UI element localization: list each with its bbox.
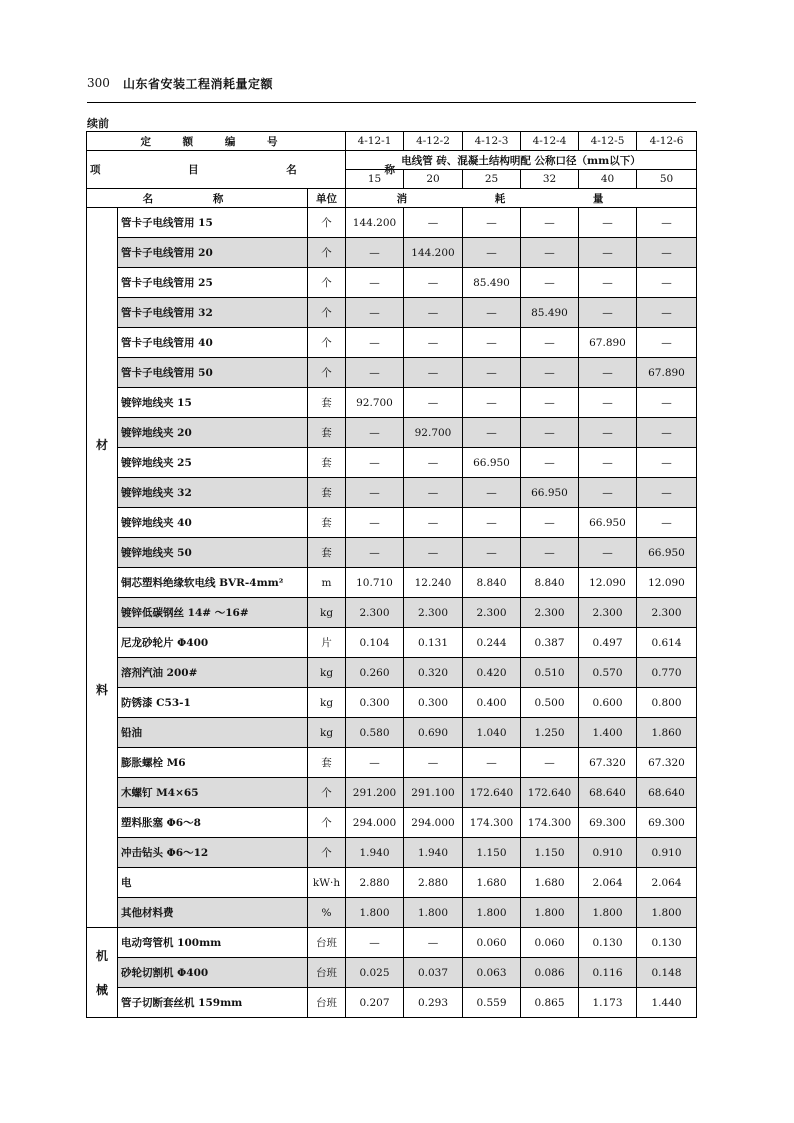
item-name: 管卡子电线管用 25 (118, 268, 308, 298)
value-cell: 1.150 (463, 838, 521, 868)
value-cell: — (579, 388, 637, 418)
value-cell: — (637, 238, 697, 268)
item-name: 镀锌地线夹 20 (118, 418, 308, 448)
item-name: 管卡子电线管用 15 (118, 208, 308, 238)
spec-row (87, 151, 697, 170)
value-cell: 294.000 (346, 808, 404, 838)
value-cell: 69.300 (637, 808, 697, 838)
value-cell: — (637, 268, 697, 298)
code-cell: 4-12-2 (404, 132, 463, 151)
value-cell: — (346, 928, 404, 958)
value-cell: 0.559 (463, 988, 521, 1018)
table-row (87, 958, 697, 988)
item-name: 镀锌地线夹 50 (118, 538, 308, 568)
value-cell: 66.950 (521, 478, 579, 508)
value-cell: — (637, 478, 697, 508)
item-unit: 个 (308, 298, 346, 328)
value-cell: — (404, 478, 463, 508)
value-cell: — (463, 508, 521, 538)
book-title: 山东省安装工程消耗量定额 (123, 77, 274, 91)
table-row (87, 688, 697, 718)
item-unit: 套 (308, 748, 346, 778)
value-cell: 92.700 (346, 388, 404, 418)
value-cell: 0.244 (463, 628, 521, 658)
item-name: 镀锌地线夹 40 (118, 508, 308, 538)
value-cell: — (463, 478, 521, 508)
item-unit: 个 (308, 778, 346, 808)
value-cell: 172.640 (521, 778, 579, 808)
value-cell: 0.420 (463, 658, 521, 688)
item-name: 木螺钉 M4×65 (118, 778, 308, 808)
diameter-cell: 40 (579, 170, 637, 189)
value-cell: — (404, 268, 463, 298)
category-char: 械 (95, 982, 108, 997)
value-cell: — (346, 328, 404, 358)
value-cell: 66.950 (463, 448, 521, 478)
value-cell: 2.300 (463, 598, 521, 628)
value-cell: 0.025 (346, 958, 404, 988)
value-cell: — (637, 418, 697, 448)
value-cell: 0.600 (579, 688, 637, 718)
page-header (87, 74, 696, 103)
value-cell: — (521, 238, 579, 268)
item-unit: 个 (308, 268, 346, 298)
item-name: 电 (118, 868, 308, 898)
item-unit: kg (308, 658, 346, 688)
value-cell: 68.640 (579, 778, 637, 808)
category-char: 料 (95, 683, 108, 697)
value-cell: — (346, 268, 404, 298)
table-row (87, 268, 697, 298)
item-unit: 套 (308, 478, 346, 508)
value-cell: 1.150 (521, 838, 579, 868)
table-row (87, 478, 697, 508)
item-unit: 套 (308, 418, 346, 448)
column-header-row (87, 189, 697, 208)
value-cell: — (463, 208, 521, 238)
name-label: 名 称 (142, 192, 252, 205)
value-cell: — (521, 448, 579, 478)
value-cell: 0.037 (404, 958, 463, 988)
value-cell: — (637, 388, 697, 418)
value-cell: — (463, 388, 521, 418)
value-cell: — (521, 508, 579, 538)
item-name: 冲击钻头 Φ6～12 (118, 838, 308, 868)
value-cell: 2.300 (637, 598, 697, 628)
value-cell: — (521, 208, 579, 238)
value-cell: 1.800 (463, 898, 521, 928)
value-cell: — (579, 358, 637, 388)
value-cell: 0.060 (521, 928, 579, 958)
item-name: 膨胀螺栓 M6 (118, 748, 308, 778)
value-cell: 0.910 (579, 838, 637, 868)
value-cell: — (521, 418, 579, 448)
consumption-table (86, 131, 697, 1018)
value-cell: 1.940 (346, 838, 404, 868)
code-cell: 4-12-4 (521, 132, 579, 151)
item-unit: 个 (308, 328, 346, 358)
value-cell: — (637, 448, 697, 478)
table-row (87, 298, 697, 328)
category-cell (87, 928, 118, 1018)
value-cell: — (346, 298, 404, 328)
table-row (87, 898, 697, 928)
value-cell: — (637, 508, 697, 538)
value-cell: 0.300 (346, 688, 404, 718)
table-row (87, 718, 697, 748)
value-cell: 8.840 (463, 568, 521, 598)
value-cell: — (346, 508, 404, 538)
value-cell: — (404, 508, 463, 538)
table-row (87, 358, 697, 388)
item-unit: 套 (308, 508, 346, 538)
value-cell: — (346, 358, 404, 388)
value-cell: 0.207 (346, 988, 404, 1018)
table-row (87, 868, 697, 898)
value-cell: 67.890 (579, 328, 637, 358)
value-cell: — (579, 478, 637, 508)
table-row (87, 778, 697, 808)
item-name: 溶剂汽油 200# (118, 658, 308, 688)
value-cell: 67.320 (579, 748, 637, 778)
table-row (87, 508, 697, 538)
table-row (87, 418, 697, 448)
table-row (87, 568, 697, 598)
diameter-cell: 50 (637, 170, 697, 189)
continued-label: 续前 (87, 117, 109, 130)
code-cell: 4-12-5 (579, 132, 637, 151)
value-cell: 0.580 (346, 718, 404, 748)
diameter-cell: 15 (346, 170, 404, 189)
item-name: 管卡子电线管用 32 (118, 298, 308, 328)
value-cell: 1.800 (404, 898, 463, 928)
value-cell: 174.300 (521, 808, 579, 838)
value-cell: 92.700 (404, 418, 463, 448)
value-cell: — (521, 328, 579, 358)
item-unit: 套 (308, 448, 346, 478)
item-name: 电动弯管机 100mm (118, 928, 308, 958)
value-cell: 2.300 (346, 598, 404, 628)
item-unit: 台班 (308, 958, 346, 988)
item-unit: kg (308, 598, 346, 628)
value-cell: — (463, 748, 521, 778)
value-cell: — (404, 748, 463, 778)
value-cell: 0.148 (637, 958, 697, 988)
value-cell: 0.690 (404, 718, 463, 748)
value-cell: 67.890 (637, 358, 697, 388)
value-cell: 10.710 (346, 568, 404, 598)
item-name: 塑料胀塞 Φ6～8 (118, 808, 308, 838)
value-cell: — (637, 298, 697, 328)
value-cell: — (463, 418, 521, 448)
table-row (87, 328, 697, 358)
value-cell: 1.250 (521, 718, 579, 748)
code-cell: 4-12-6 (637, 132, 697, 151)
value-cell: 67.320 (637, 748, 697, 778)
diameter-cell: 25 (463, 170, 521, 189)
value-cell: — (346, 478, 404, 508)
item-unit: 个 (308, 208, 346, 238)
item-unit: kg (308, 688, 346, 718)
value-cell: — (521, 358, 579, 388)
value-cell: 66.950 (579, 508, 637, 538)
item-name: 镀锌地线夹 32 (118, 478, 308, 508)
table-row (87, 748, 697, 778)
value-cell: — (346, 238, 404, 268)
item-unit: 台班 (308, 928, 346, 958)
value-cell: 0.320 (404, 658, 463, 688)
value-cell: 0.800 (637, 688, 697, 718)
value-cell: 12.090 (579, 568, 637, 598)
value-cell: 0.104 (346, 628, 404, 658)
value-cell: 0.570 (579, 658, 637, 688)
table-row (87, 658, 697, 688)
category-char: 材 (95, 438, 108, 452)
value-cell: 294.000 (404, 808, 463, 838)
value-cell: 144.200 (346, 208, 404, 238)
value-cell: — (521, 268, 579, 298)
value-cell: — (521, 538, 579, 568)
value-cell: — (404, 358, 463, 388)
value-cell: — (404, 448, 463, 478)
category-char: 机 (95, 948, 108, 963)
item-name: 镀锌地线夹 25 (118, 448, 308, 478)
item-name: 铅油 (118, 718, 308, 748)
value-cell: — (404, 538, 463, 568)
value-cell: 1.680 (463, 868, 521, 898)
value-cell: 85.490 (521, 298, 579, 328)
item-unit: 台班 (308, 988, 346, 1018)
item-unit: 套 (308, 388, 346, 418)
value-cell: 291.200 (346, 778, 404, 808)
item-unit: 套 (308, 538, 346, 568)
value-cell: — (637, 328, 697, 358)
value-cell: 0.614 (637, 628, 697, 658)
value-cell: 2.300 (404, 598, 463, 628)
diameter-cell: 20 (404, 170, 463, 189)
item-unit: 片 (308, 628, 346, 658)
value-cell: 0.260 (346, 658, 404, 688)
item-name: 管子切断套丝机 159mm (118, 988, 308, 1018)
value-cell: 2.880 (404, 868, 463, 898)
value-cell: 0.300 (404, 688, 463, 718)
value-cell: 1.400 (579, 718, 637, 748)
code-label: 定 额 编 号 (140, 135, 292, 148)
item-unit: kg (308, 718, 346, 748)
consumption-label-cell (346, 189, 697, 208)
table-row (87, 538, 697, 568)
value-cell: — (637, 208, 697, 238)
project-label: 项 目 名 称 (90, 164, 437, 176)
value-cell: 1.440 (637, 988, 697, 1018)
value-cell: — (579, 298, 637, 328)
name-label-cell (87, 189, 308, 208)
value-cell: 85.490 (463, 268, 521, 298)
value-cell: 0.770 (637, 658, 697, 688)
value-cell: — (521, 748, 579, 778)
table-row (87, 988, 697, 1018)
value-cell: 2.880 (346, 868, 404, 898)
value-cell: 1.173 (579, 988, 637, 1018)
code-cell: 4-12-1 (346, 132, 404, 151)
value-cell: — (404, 208, 463, 238)
code-label-cell (87, 132, 346, 151)
item-unit: 个 (308, 808, 346, 838)
value-cell: 12.240 (404, 568, 463, 598)
value-cell: 0.130 (637, 928, 697, 958)
value-cell: — (521, 388, 579, 418)
value-cell: 172.640 (463, 778, 521, 808)
value-cell: 174.300 (463, 808, 521, 838)
table-row (87, 238, 697, 268)
item-unit: 个 (308, 838, 346, 868)
value-cell: 0.387 (521, 628, 579, 658)
value-cell: — (579, 448, 637, 478)
table-row (87, 838, 697, 868)
value-cell: 69.300 (579, 808, 637, 838)
item-name: 砂轮切割机 Φ400 (118, 958, 308, 988)
value-cell: — (346, 748, 404, 778)
value-cell: 144.200 (404, 238, 463, 268)
diameter-cell: 32 (521, 170, 579, 189)
value-cell: — (346, 418, 404, 448)
value-cell: 0.400 (463, 688, 521, 718)
item-name: 镀锌地线夹 15 (118, 388, 308, 418)
item-name: 尼龙砂轮片 Φ400 (118, 628, 308, 658)
value-cell: 2.300 (579, 598, 637, 628)
value-cell: 2.300 (521, 598, 579, 628)
value-cell: 0.060 (463, 928, 521, 958)
value-cell: 0.293 (404, 988, 463, 1018)
item-name: 防锈漆 C53-1 (118, 688, 308, 718)
item-unit: m (308, 568, 346, 598)
table-row (87, 388, 697, 418)
value-cell: — (463, 358, 521, 388)
value-cell: 66.950 (637, 538, 697, 568)
table-body (87, 208, 697, 1018)
table-row (87, 448, 697, 478)
spec-title: 电线管 砖、混凝土结构明配 公称口径（mm以下） (346, 151, 697, 170)
value-cell: 1.680 (521, 868, 579, 898)
item-name: 铜芯塑料绝缘软电线 BVR-4mm² (118, 568, 308, 598)
value-cell: 1.040 (463, 718, 521, 748)
code-cell: 4-12-3 (463, 132, 521, 151)
value-cell: 68.640 (637, 778, 697, 808)
item-name: 管卡子电线管用 50 (118, 358, 308, 388)
value-cell: — (404, 328, 463, 358)
value-cell: 1.800 (346, 898, 404, 928)
value-cell: — (463, 238, 521, 268)
page-number: 300 (87, 76, 110, 90)
value-cell: — (346, 448, 404, 478)
value-cell: 0.116 (579, 958, 637, 988)
value-cell: 0.510 (521, 658, 579, 688)
table-row (87, 208, 697, 238)
value-cell: 0.500 (521, 688, 579, 718)
item-name: 镀锌低碳钢丝 14# ～16# (118, 598, 308, 628)
item-name: 管卡子电线管用 20 (118, 238, 308, 268)
value-cell: — (404, 928, 463, 958)
unit-label: 单位 (308, 189, 346, 208)
table-row (87, 808, 697, 838)
item-unit: 个 (308, 358, 346, 388)
value-cell: — (579, 268, 637, 298)
value-cell: — (404, 388, 463, 418)
table-row (87, 928, 697, 958)
value-cell: 1.860 (637, 718, 697, 748)
value-cell: — (463, 538, 521, 568)
code-row (87, 132, 697, 151)
value-cell: 1.800 (579, 898, 637, 928)
value-cell: — (579, 208, 637, 238)
value-cell: 0.086 (521, 958, 579, 988)
value-cell: — (579, 538, 637, 568)
value-cell: 0.910 (637, 838, 697, 868)
value-cell: — (346, 538, 404, 568)
item-name: 其他材料费 (118, 898, 308, 928)
category-cell (87, 208, 118, 928)
item-unit: 个 (308, 238, 346, 268)
value-cell: — (463, 298, 521, 328)
value-cell: 0.131 (404, 628, 463, 658)
value-cell: 2.064 (637, 868, 697, 898)
item-unit: % (308, 898, 346, 928)
value-cell: 1.800 (521, 898, 579, 928)
item-name: 管卡子电线管用 40 (118, 328, 308, 358)
value-cell: 8.840 (521, 568, 579, 598)
item-unit: kW·h (308, 868, 346, 898)
value-cell: — (579, 418, 637, 448)
value-cell: 1.800 (637, 898, 697, 928)
value-cell: — (463, 328, 521, 358)
table-row (87, 628, 697, 658)
value-cell: 0.130 (579, 928, 637, 958)
table-row (87, 598, 697, 628)
value-cell: 0.865 (521, 988, 579, 1018)
value-cell: 0.063 (463, 958, 521, 988)
value-cell: — (579, 238, 637, 268)
value-cell: 12.090 (637, 568, 697, 598)
value-cell: 0.497 (579, 628, 637, 658)
value-cell: 2.064 (579, 868, 637, 898)
value-cell: 291.100 (404, 778, 463, 808)
consumption-label: 消 耗 量 (396, 192, 646, 205)
value-cell: — (404, 298, 463, 328)
value-cell: 1.940 (404, 838, 463, 868)
